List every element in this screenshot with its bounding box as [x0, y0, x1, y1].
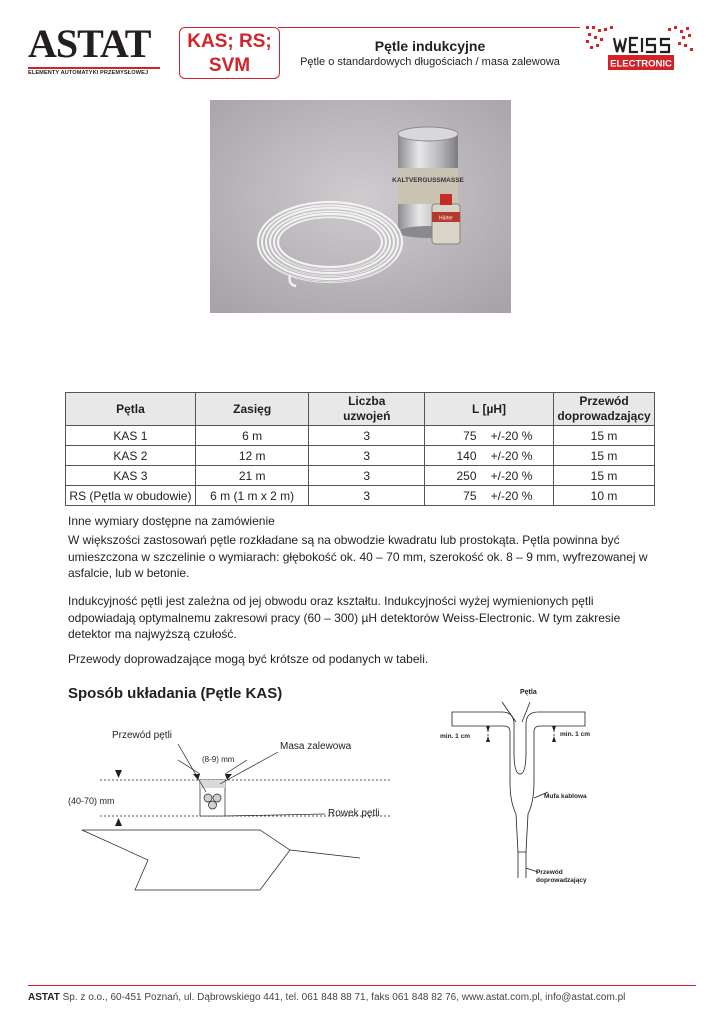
- product-photo: [210, 100, 511, 313]
- header-rule: [278, 27, 580, 28]
- cell-zasieg: 12 m: [195, 446, 309, 466]
- cell-petla: KAS 1: [66, 426, 196, 446]
- paragraph-installation: W większości zastosowań pętle rozkładane są na obwodzie kwadratu lub prostokąta. Pętla powinna być umieszczona w szczelinie o wymiarach: głębokość ok. 40 – 70 mm, szerokość ok. 8 – 9 mm, wyfrezowanej w asfalcie, lub w betonie.: [68, 533, 648, 580]
- cell-l: [425, 486, 554, 506]
- label-min-left: min. 1 cm: [440, 733, 470, 740]
- header-liczba-line2: uzwojeń: [343, 409, 391, 423]
- header-zasieg: Zasięg: [195, 393, 309, 426]
- weiss-electronic-logo: [584, 24, 694, 74]
- header-petla: Pętla: [66, 393, 196, 426]
- label-sealing-mass: Masa zalewowa: [280, 741, 352, 752]
- header-przewod: [554, 393, 655, 426]
- footer-company: ASTAT: [28, 992, 60, 1003]
- product-code-box: [179, 27, 280, 79]
- product-code-line1: KAS; RS;: [187, 31, 272, 52]
- logo-subtitle: ELEMENTY AUTOMATYKI PRZEMYSŁOWEJ: [28, 70, 149, 76]
- cell-l-tolerance: +/-20 %: [490, 448, 533, 463]
- cell-l-value: 140: [456, 448, 477, 463]
- page-title: Pętle indukcyjne: [374, 38, 486, 54]
- cell-przewod: 10 m: [554, 486, 655, 506]
- header-l: L [µH]: [425, 393, 554, 426]
- astat-logo: ASTAT: [28, 21, 151, 66]
- section-title: Sposób układania (Pętle KAS): [68, 685, 283, 702]
- cell-l-tolerance: +/-20 %: [490, 468, 533, 483]
- cell-petla: KAS 2: [66, 446, 196, 466]
- groove-cross-section-diagram: [60, 740, 400, 920]
- footer: [28, 992, 625, 1003]
- cell-l: [425, 446, 554, 466]
- label-lead-line1: Przewód: [536, 869, 563, 876]
- cell-l-value: 250: [456, 468, 477, 483]
- cell-liczba: 3: [309, 446, 425, 466]
- cell-petla: RS (Pętla w obudowie): [66, 486, 196, 506]
- header-liczba: [309, 393, 425, 426]
- paragraph-other-sizes: Inne wymiary dostępne na zamówienie: [68, 514, 275, 528]
- cell-l-value: 75: [463, 428, 477, 443]
- cell-liczba: 3: [309, 486, 425, 506]
- header-liczba-line1: Liczba: [348, 394, 386, 408]
- bottle: [432, 204, 460, 244]
- label-loop-wire-text: Przewód pętli: [112, 730, 173, 741]
- cell-liczba: 3: [309, 466, 425, 486]
- cable-connection-diagram: [430, 682, 610, 892]
- bottle-label: Härter: [439, 215, 453, 222]
- footer-details: Sp. z o.o., 60-451 Poznań, ul. Dąbrowskiego 441, tel. 061 848 88 71, faks 061 848 82 76, www.astat.com.pl, info@astat.com.pl: [59, 992, 626, 1003]
- paragraph-leads: Przewody doprowadzające mogą być krótsze od podanych w tabeli.: [68, 652, 429, 666]
- label-groove-depth: (40-70) mm: [68, 796, 115, 806]
- cell-l: [425, 426, 554, 446]
- can-label: KALTVERGUSSMASSE: [392, 177, 464, 184]
- cell-l-tolerance: +/-20 %: [490, 428, 533, 443]
- cell-liczba: 3: [309, 426, 425, 446]
- label-loop: Pętla: [520, 689, 537, 696]
- cell-l-value: 75: [463, 488, 477, 503]
- label-lead-line2: doprowadzający: [536, 877, 587, 884]
- cell-zasieg: 6 m: [195, 426, 309, 446]
- header-przewod-line1: Przewód: [579, 394, 629, 408]
- label-cable-sleeve: Mufa kablowa: [544, 793, 587, 800]
- table-row: [66, 486, 655, 506]
- page-subtitle: Pętle o standardowych długościach / masa zalewowa: [300, 56, 560, 68]
- table-row: [66, 446, 655, 466]
- label-groove-width: (8-9) mm: [202, 755, 235, 764]
- cell-przewod: 15 m: [554, 466, 655, 486]
- brand-logo-text: ELECTRONIC: [610, 58, 672, 70]
- label-min-right: min. 1 cm: [560, 731, 590, 738]
- spec-table: [65, 392, 655, 506]
- cell-l: [425, 466, 554, 486]
- cell-zasieg: 6 m (1 m x 2 m): [195, 486, 309, 506]
- header-przewod-line2: doprowadzający: [557, 409, 651, 423]
- table-row: [66, 466, 655, 486]
- product-code-line2: SVM: [208, 55, 251, 76]
- table-row: [66, 426, 655, 446]
- logo-underline: [28, 67, 160, 69]
- cell-l-tolerance: +/-20 %: [490, 488, 533, 503]
- cell-petla: KAS 3: [66, 466, 196, 486]
- label-loop-groove: Rowek pętli: [328, 808, 380, 819]
- cell-przewod: 15 m: [554, 426, 655, 446]
- footer-rule: [28, 985, 696, 986]
- cell-zasieg: 21 m: [195, 466, 309, 486]
- paragraph-inductance: Indukcyjność pętli jest zależna od jej obwodu oraz kształtu. Indukcyjności wyżej wymienionych pętli odpowiadają optymalnemu zakresowi pracy (60 – 300) µH detektorów Weiss-Electronic. W tym zakresie detektor ma najwyższą czułość.: [68, 594, 621, 641]
- cell-przewod: 15 m: [554, 446, 655, 466]
